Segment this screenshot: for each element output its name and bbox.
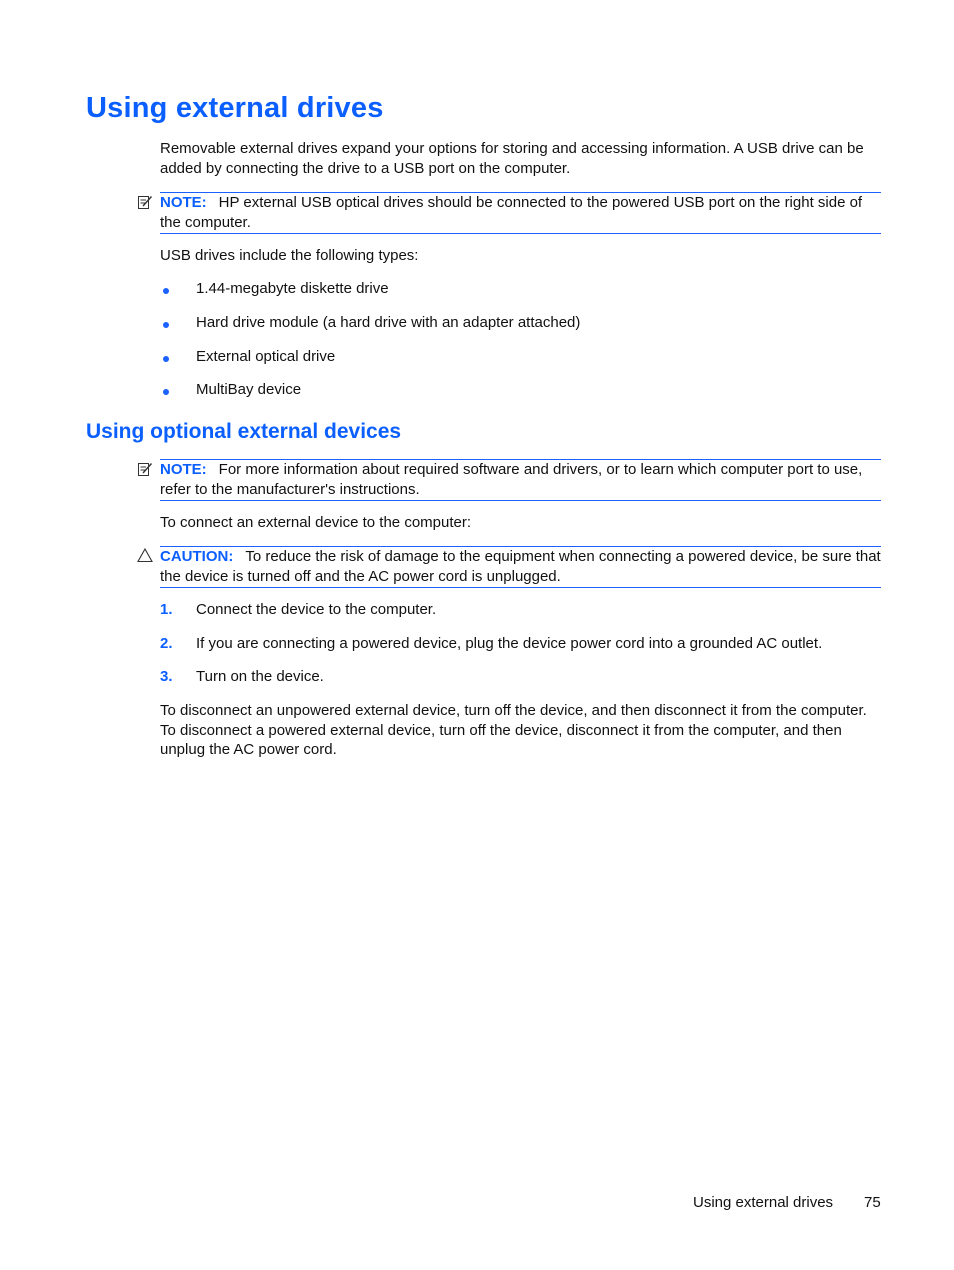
bullet-icon bbox=[163, 288, 169, 294]
bullet-icon bbox=[163, 389, 169, 395]
step-text: Connect the device to the computer. bbox=[196, 601, 437, 618]
bullet-icon bbox=[163, 356, 169, 362]
note-text: HP external USB optical drives should be connected to the powered USB port on the right side of the computer. bbox=[160, 194, 863, 231]
step-number: 3. bbox=[160, 668, 173, 685]
note-label: NOTE: bbox=[160, 194, 207, 211]
step-text: If you are connecting a powered device, plug the device power cord into a grounded AC outlet. bbox=[196, 635, 823, 652]
caution-text: To reduce the risk of damage to the equipment when connecting a powered device, be sure that the device is turned off and the AC power cord is unplugged. bbox=[160, 548, 881, 585]
list-item: Hard drive module (a hard drive with an adapter attached) bbox=[196, 314, 581, 331]
step-number: 1. bbox=[160, 601, 173, 618]
list-item: External optical drive bbox=[196, 348, 336, 365]
usb-intro-text: USB drives include the following types: bbox=[160, 247, 419, 264]
note-icon bbox=[137, 194, 153, 210]
warning-triangle-icon bbox=[137, 547, 153, 563]
step-number: 2. bbox=[160, 635, 173, 652]
step-text: Turn on the device. bbox=[196, 668, 324, 685]
note-icon bbox=[137, 461, 153, 477]
list-item: 1.44-megabyte diskette drive bbox=[196, 280, 389, 297]
disconnect-paragraph: To disconnect an unpowered external device, turn off the device, and then disconnect it from the computer. To disconnect a powered external device, turn off the device, disconnect it from the computer, and then unplug the AC power cord. bbox=[160, 702, 867, 758]
footer-section-title: Using external drives bbox=[693, 1194, 834, 1211]
connect-intro-text: To connect an external device to the computer: bbox=[160, 514, 472, 531]
section-heading: Using optional external devices bbox=[86, 420, 402, 443]
note-text: For more information about required software and drivers, or to learn which computer port to use, refer to the manufacturer's instructions. bbox=[160, 461, 863, 498]
bullet-icon bbox=[163, 322, 169, 328]
page-number: 75 bbox=[864, 1194, 881, 1211]
caution-box bbox=[160, 546, 881, 588]
note-box bbox=[160, 192, 881, 234]
page-title: Using external drives bbox=[86, 92, 384, 124]
note-label: NOTE: bbox=[160, 461, 207, 478]
caution-label: CAUTION: bbox=[160, 548, 234, 565]
list-item: MultiBay device bbox=[196, 381, 302, 398]
intro-paragraph: Removable external drives expand your options for storing and accessing information. A USB drive can be added by connecting the drive to a USB port on the computer. bbox=[160, 140, 864, 177]
note-box bbox=[160, 459, 881, 501]
